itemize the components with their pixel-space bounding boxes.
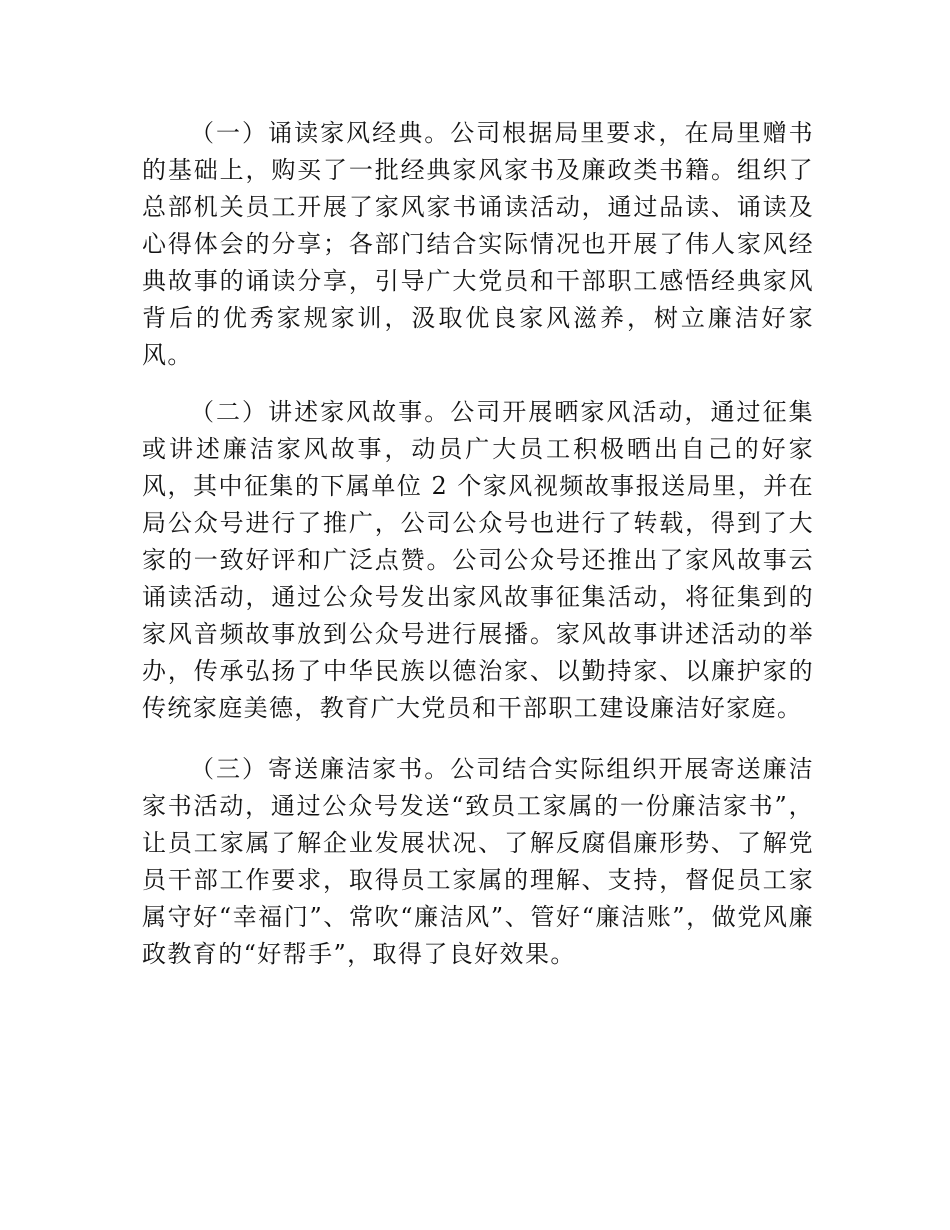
document-body [142, 115, 814, 993]
paragraph-tell-family-stories: （二）讲述家风故事。公司开展晒家风活动，通过征集或讲述廉洁家风故事，动员广大员工积极晒出自己的好家风，其中征集的下属单位 2 个家风视频故事报送局里，并在局公众号进行了推广，公司公众号也进行了转载，得到了大家的一致好评和广泛点赞。公司公众号还推出了家风故事云诵读活动，通过公众号发出家风故事征集活动，将征集到的家风音频故事放到公众号进行展播。家风故事讲述活动的举办，传承弘扬了中华民族以德治家、以勤持家、以廉护家的传统家庭美德，教育广大党员和干部职工建设廉洁好家庭。 [142, 398, 814, 722]
paragraph-send-integrity-letters: （三）寄送廉洁家书。公司结合实际组织开展寄送廉洁家书活动，通过公众号发送“致员工家属的一份廉洁家书”，让员工家属了解企业发展状况、了解反腐倡廉形势、了解党员干部工作要求，取得员工家属的理解、支持，督促员工家属守好“幸福门”、常吹“廉洁风”、管好“廉洁账”，做党风廉政教育的“好帮手”，取得了良好效果。 [142, 755, 814, 968]
paragraph-recite-family-classics: （一）诵读家风经典。公司根据局里要求，在局里赠书的基础上，购买了一批经典家风家书及廉政类书籍。组织了总部机关员工开展了家风家书诵读活动，通过品读、诵读及心得体会的分享；各部门结合实际情况也开展了伟人家风经典故事的诵读分享，引导广大党员和干部职工感悟经典家风背后的优秀家规家训，汲取优良家风滋养，树立廉洁好家风。 [142, 119, 814, 369]
